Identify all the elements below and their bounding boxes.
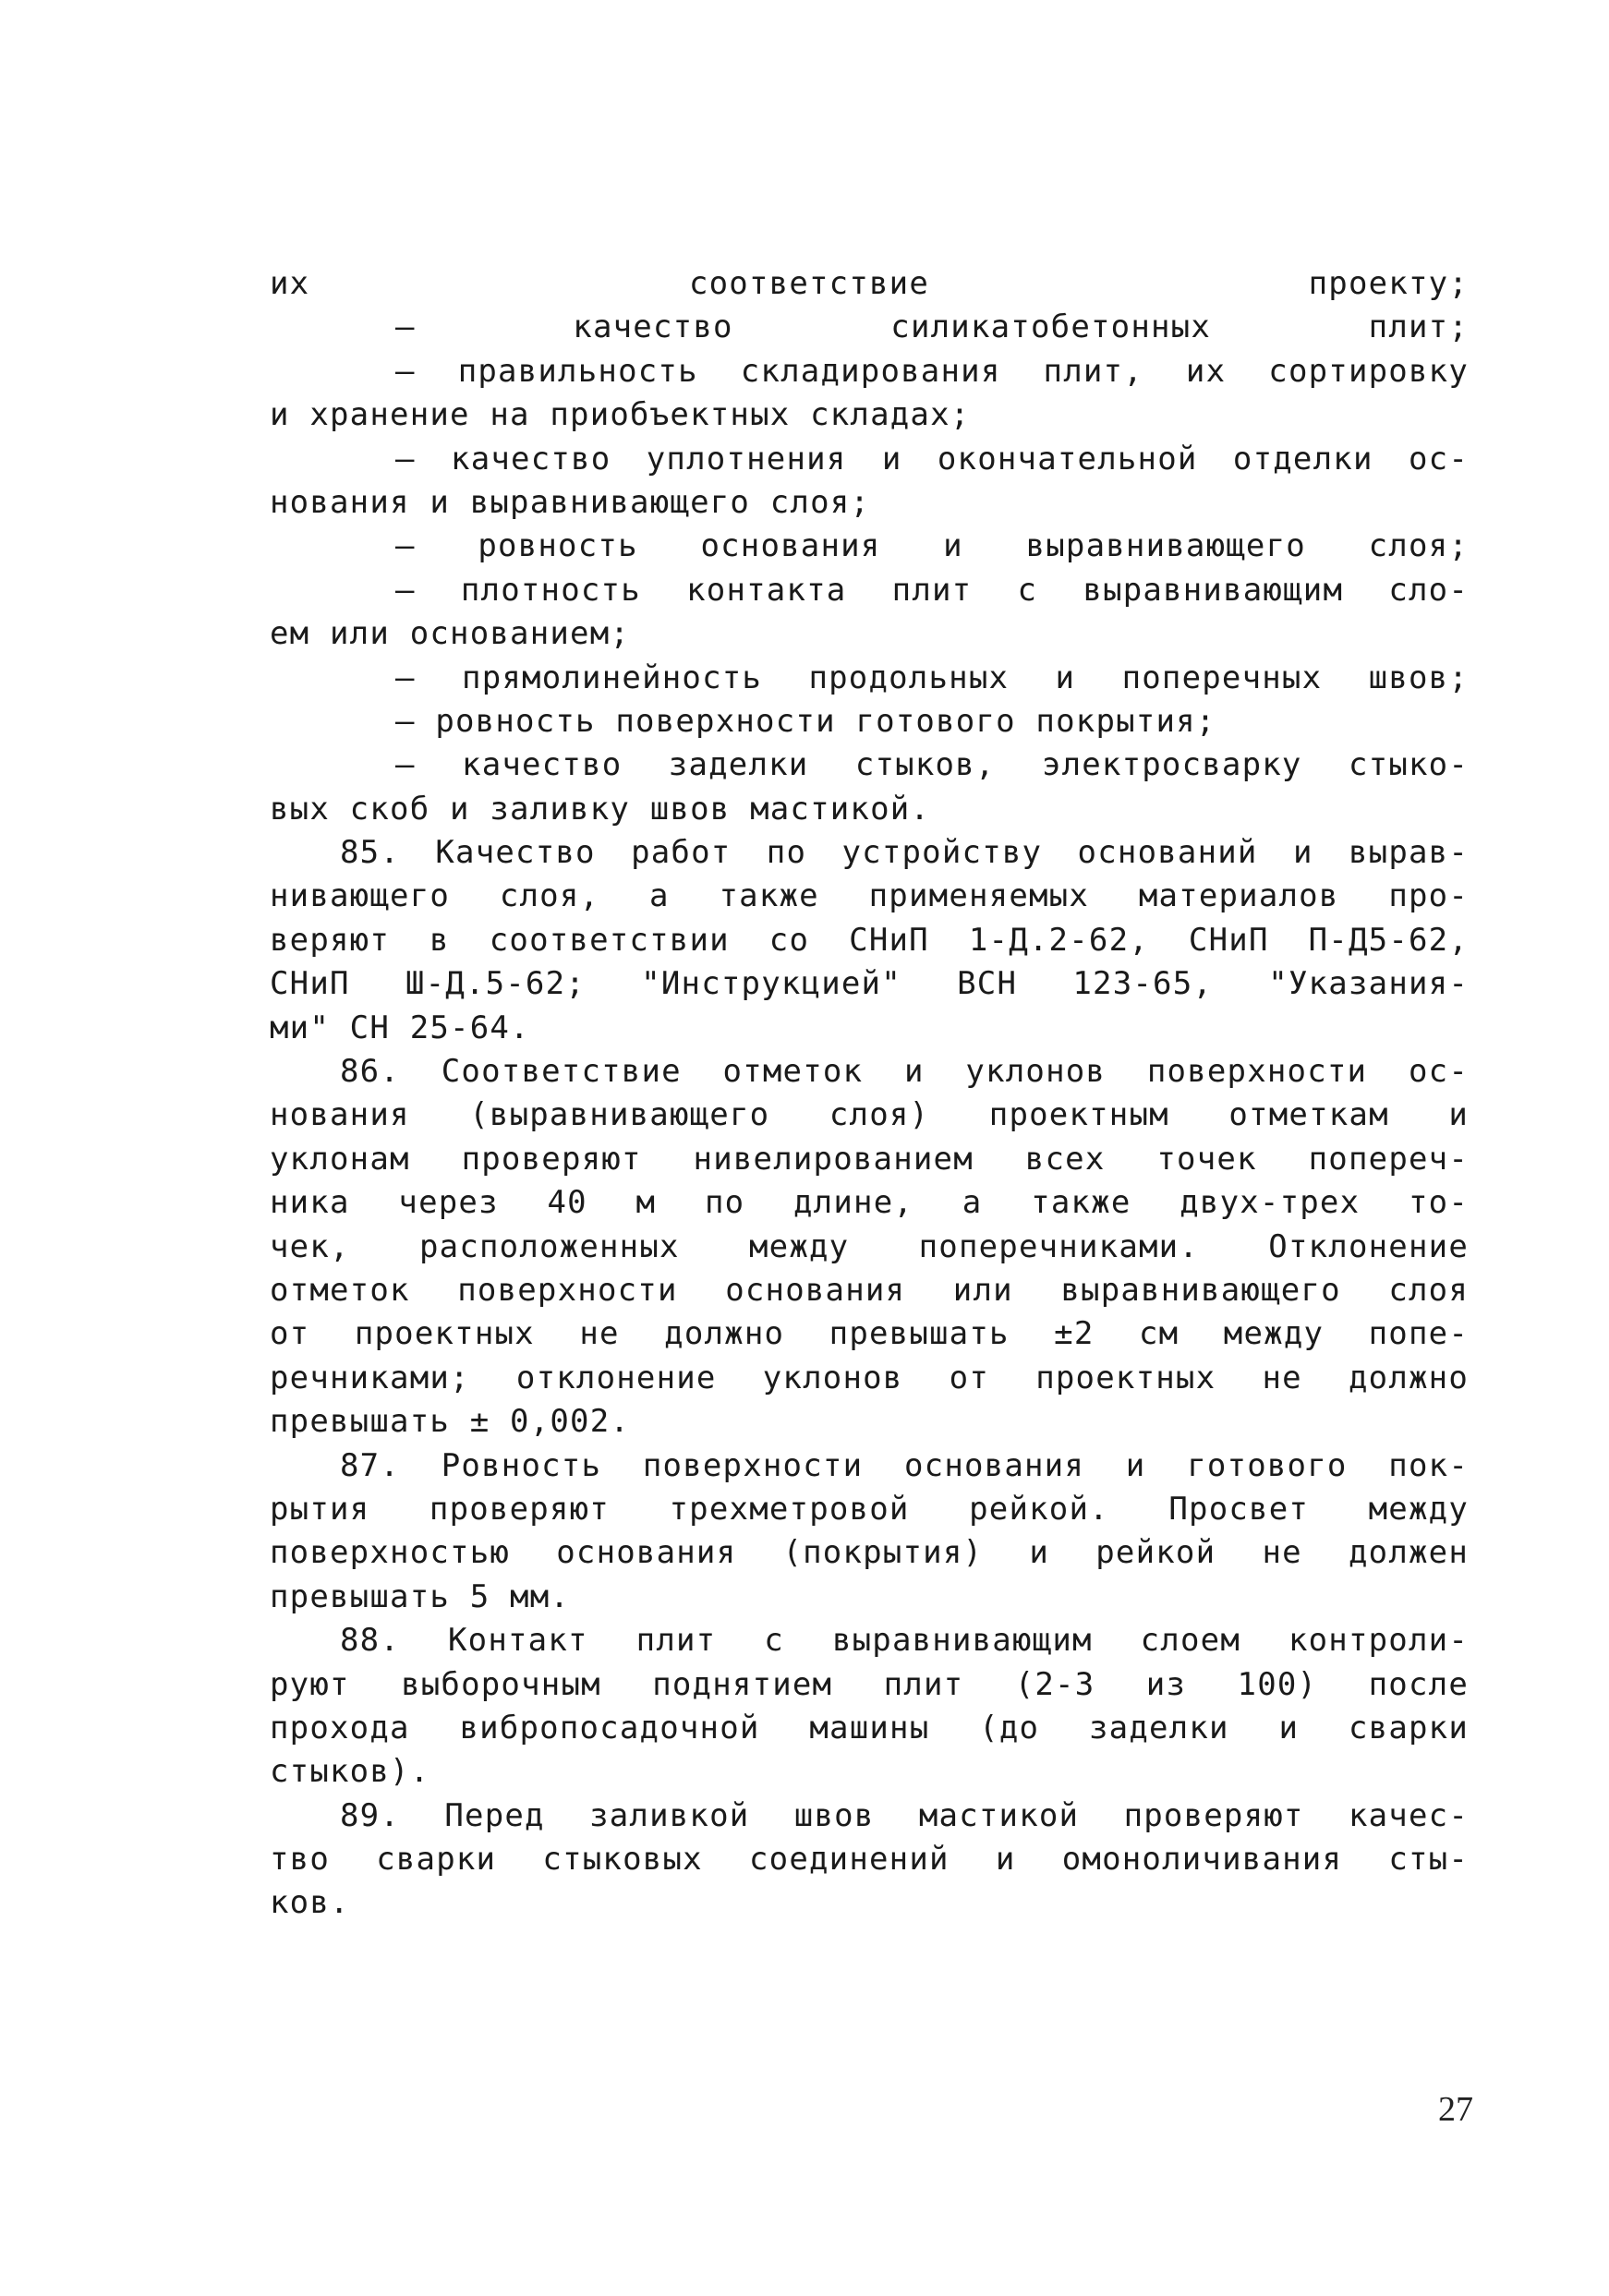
text-line: от проектных не должно превышать ±2 см между попе-	[270, 1315, 1469, 1353]
body-text	[270, 262, 1469, 1926]
text-line: превышать ± 0,002.	[270, 1403, 631, 1441]
text-line: отметок поверхности основания или выравнивающего слоя	[270, 1271, 1469, 1309]
list-item: – плотность контакта плит с выравнивающим сло-	[395, 571, 1469, 609]
text-line: уклонам проверяют нивелированием всех точек попереч-	[270, 1140, 1469, 1178]
paragraph-89-line: 89. Перед заливкой швов мастикой проверяют качес-	[340, 1796, 1469, 1834]
paragraph-88-line: 88. Контакт плит с выравнивающим слоем контроли-	[340, 1622, 1469, 1660]
paragraph-85-line: 85. Качество работ по устройству оснований и вырав-	[340, 834, 1469, 872]
text-line: СНиП Ш-Д.5-62; "Инструкцией" ВСН 123-65, "Указания-	[270, 965, 1469, 1003]
list-item: – качество силикатобетонных плит;	[395, 308, 1469, 346]
text-line: нивающего слоя, а также применяемых материалов про-	[270, 877, 1469, 915]
paragraph-87-line: 87. Ровность поверхности основания и готового пок-	[340, 1446, 1469, 1484]
text-line: прохода вибропосадочной машины (до заделки и сварки	[270, 1709, 1469, 1746]
list-item: – ровность поверхности готового покрытия;	[395, 702, 1216, 740]
text-line: ков.	[270, 1884, 350, 1922]
text-line: стыков).	[270, 1753, 430, 1791]
text-line: и хранение на приобъектных складах;	[270, 396, 971, 434]
text-line: ми" СН 25-64.	[270, 1009, 530, 1046]
text-line: речниками; отклонение уклонов от проектных не должно	[270, 1359, 1469, 1396]
text-line: вых скоб и заливку швов мастикой.	[270, 790, 931, 828]
text-line: нования и выравнивающего слоя;	[270, 483, 871, 521]
text-line: руют выборочным поднятием плит (2-3 из 100) после	[270, 1665, 1469, 1703]
text-line: тво сварки стыковых соединений и омоноличивания сты-	[270, 1841, 1469, 1879]
text-line: ника через 40 м по длине, а также двух-трех то-	[270, 1184, 1469, 1222]
text-line: ем или основанием;	[270, 615, 631, 653]
paragraph-86-line: 86. Соответствие отметок и уклонов поверхности ос-	[340, 1053, 1469, 1091]
text-line: рытия проверяют трехметровой рейкой. Просвет между	[270, 1490, 1469, 1528]
text-line: поверхностью основания (покрытия) и рейкой не должен	[270, 1534, 1469, 1572]
list-item: – правильность складирования плит, их сортировку	[395, 352, 1469, 390]
text-line: нования (выравнивающего слоя) проектным отметкам и	[270, 1096, 1469, 1134]
list-item: – прямолинейность продольных и поперечных швов;	[395, 659, 1469, 696]
text-line: чек, расположенных между поперечниками. Отклонение	[270, 1227, 1469, 1265]
page-number: 27	[1438, 2090, 1473, 2129]
list-item: – качество уплотнения и окончательной отделки ос-	[395, 440, 1469, 477]
list-item: – качество заделки стыков, электросварку стыко-	[395, 746, 1469, 784]
list-item: – ровность основания и выравнивающего слоя;	[395, 527, 1469, 565]
text-line: веряют в соответствии со СНиП 1-Д.2-62, СНиП П-Д5-62,	[270, 921, 1469, 959]
text-line: их соответствие проекту;	[270, 265, 1469, 302]
text-line: превышать 5 мм.	[270, 1577, 571, 1615]
